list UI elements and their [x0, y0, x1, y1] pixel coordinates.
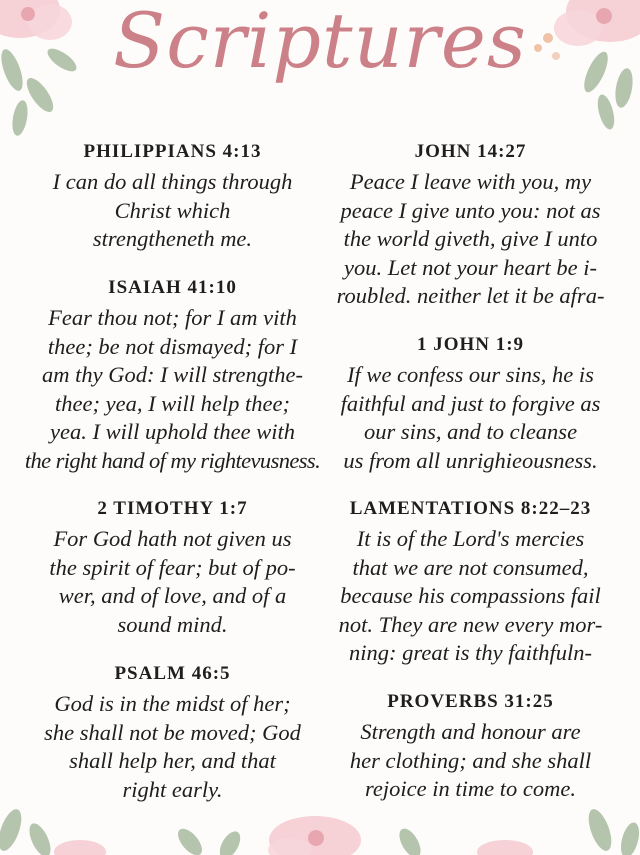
- scripture-verse: [318, 525, 623, 668]
- verse-line: thee; yea, I will help thee;: [55, 390, 290, 416]
- flower-icon: [54, 816, 533, 855]
- scripture-block: [318, 333, 623, 475]
- scripture-block: [318, 140, 623, 311]
- verse-line: right early.: [122, 776, 223, 802]
- verse-line: am thy God: I will strengthe-: [41, 362, 303, 387]
- verse-line: the spirit of fear; but of po-: [49, 554, 296, 580]
- verse-line: because his compassions fail: [340, 583, 601, 608]
- scripture-reference: JOHN 14:27: [414, 141, 527, 162]
- verse-line: Fear thou not; for I am vith: [48, 305, 297, 330]
- scripture-block: [20, 497, 325, 639]
- verse-line: you. Let not your heart be i-: [343, 254, 598, 280]
- scripture-verse: [20, 168, 325, 254]
- verse-line: that we are not consumed,: [352, 554, 589, 580]
- scripture-verse: [20, 690, 325, 804]
- verse-line: sound mind.: [117, 611, 228, 637]
- scripture-block: [20, 140, 325, 254]
- verse-line: our sins, and to cleanse: [363, 419, 578, 444]
- verse-line: strengtheneth me.: [92, 226, 253, 251]
- scripture-verse: [318, 718, 623, 804]
- verse-line: her clothing; and she shall: [349, 747, 592, 773]
- verse-line: If we confess our sins, he is: [347, 362, 594, 387]
- verse-line: rejoice in time to come.: [365, 776, 576, 801]
- page-title: Scriptures: [113, 0, 527, 85]
- verse-line: peace I give unto you: not as: [340, 197, 601, 223]
- scripture-reference: 1 JOHN 1:9: [416, 334, 525, 355]
- verse-line: I can do all things through: [52, 169, 293, 194]
- verse-line: shall help her, and that: [69, 748, 276, 773]
- scripture-verse: [318, 361, 623, 475]
- scripture-verse: [318, 168, 623, 311]
- scripture-reference: LAMENTATIONS 8:22–23: [349, 498, 592, 519]
- verse-line: yea. I will uphold thee with: [50, 419, 295, 444]
- verse-line: God is in the midst of her;: [54, 691, 291, 716]
- scripture-reference: 2 TIMOTHY 1:7: [97, 498, 248, 519]
- verse-line: us from all unrighieousness.: [343, 447, 598, 473]
- scripture-reference: PROVERBS 31:25: [387, 691, 554, 712]
- scripture-block: [20, 276, 325, 475]
- verse-line: faithful and just to forgive as: [340, 390, 601, 416]
- verse-line: ning: great is thy faithfuln-: [349, 640, 592, 665]
- verse-line: For God hath not given us: [53, 526, 292, 551]
- verse-line: wer, and of love, and of a: [58, 583, 287, 608]
- verse-line: Peace I leave with you, my: [349, 169, 592, 194]
- scripture-block: [318, 497, 623, 668]
- verse-line: she shall not be moved; God: [44, 719, 301, 745]
- scripture-verse: [20, 525, 325, 639]
- scripture-block: [318, 690, 623, 804]
- scripture-reference: PHILIPPIANS 4:13: [83, 141, 262, 162]
- verse-line: Christ which: [114, 197, 231, 223]
- verse-line: It is of the Lord's mercies: [356, 526, 585, 551]
- scripture-reference: ISAIAH 41:10: [108, 277, 237, 298]
- verse-line: the right hand of my rightevusness.: [24, 447, 321, 473]
- verse-line: roubled. neither let it be afra-: [336, 283, 605, 308]
- scripture-reference: PSALM 46:5: [114, 663, 231, 684]
- scripture-block: [20, 662, 325, 804]
- verse-line: the world giveth, give I unto: [343, 226, 598, 251]
- scripture-verse: [20, 304, 325, 475]
- verse-line: not. They are new every mor-: [338, 611, 603, 637]
- verse-line: thee; be not dismayed; for I: [47, 333, 298, 359]
- verse-line: Strength and honour are: [360, 719, 581, 744]
